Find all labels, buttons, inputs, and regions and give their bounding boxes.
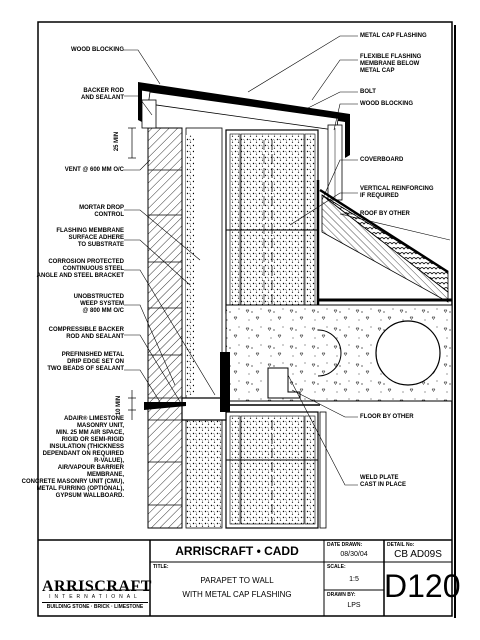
label-bolt: BOLT	[360, 89, 376, 95]
label-vertical-reinforcing: VERTICAL REINFORCING IF REQUIRED	[360, 186, 434, 199]
logo-sub: INTERNATIONAL	[49, 594, 141, 600]
label-coverboard: COVERBOARD	[360, 157, 404, 163]
logo-name: ARRISCRAFT	[42, 578, 152, 595]
label-floor: FLOOR BY OTHER	[360, 414, 414, 420]
drawn-by-value: LPS	[347, 602, 361, 609]
detail-no-label: DETAIL No:	[387, 542, 415, 548]
detail-code: D120	[384, 568, 461, 604]
label-drip-edge: PREFINISHED METAL DRIP EDGE SET ON TWO BEADS OF SEALANT	[47, 352, 124, 372]
detail-no-value: CB AD09S	[394, 549, 442, 560]
label-backer-rod: BACKER ROD AND SEALANT	[81, 88, 124, 101]
title-label: TITLE:	[153, 564, 169, 570]
label-wall-assembly: ADAIR® LIMESTONE MASONRY UNIT, MIN. 25 MM AIR SPACE, RIGID OR SEMI-RIGID INSULATION (THICKNESS DEPENDANT ON REQUIRED R-VALUE), AIR/VAPOUR BARRIER MEMBRANE, CONCRETE MASONRY UNIT (CMU), METAL FURRING (OPTIONAL), GYPSUM WALLBOARD.	[21, 416, 124, 499]
label-weld-plate: WELD PLATE CAST IN PLACE	[360, 475, 407, 488]
label-dim-10min: 10 MIN	[116, 395, 123, 416]
label-vent: VENT @ 600 MM O/C	[64, 167, 124, 173]
label-dim-25min: 25 MIN	[114, 131, 121, 152]
label-wood-blocking-left: WOOD BLOCKING	[71, 47, 124, 53]
label-roof: ROOF BY OTHER	[360, 211, 410, 217]
date-label: DATE DRAWN:	[327, 542, 363, 548]
label-weep: UNOBSTRUCTED WEEP SYSTEM @ 800 MM O/C	[73, 294, 124, 314]
company-cadd: ARRISCRAFT • CADD	[175, 544, 299, 558]
scale-label: SCALE:	[327, 564, 346, 570]
label-metal-cap: METAL CAP FLASHING	[360, 33, 427, 39]
label-corrosion: CORROSION PROTECTED CONTINUOUS STEEL ANGLE AND STEEL BRACKET	[36, 259, 124, 279]
scale-value: 1:5	[349, 576, 359, 583]
drawing-title-line2: WITH METAL CAP FLASHING	[182, 590, 292, 599]
label-wood-blocking-right: WOOD BLOCKING	[360, 101, 413, 107]
stone-veneer	[148, 128, 182, 528]
insulation-lower	[186, 420, 222, 528]
label-flexible-flashing: FLEXIBLE FLASHING MEMBRANE BELOW METAL CAP	[360, 54, 422, 74]
label-mortar-drop: MORTAR DROP CONTROL	[79, 205, 124, 218]
label-flashing-membrane: FLASHING MEMBRANE SURFACE ADHERE TO SUBSTRATE	[56, 228, 124, 248]
label-compressible: COMPRESSIBLE BACKER ROD AND SEALANT	[48, 327, 124, 340]
steel-angle	[182, 398, 226, 420]
drawing-title-line1: PARAPET TO WALL	[200, 576, 274, 585]
drawn-by-label: DRAWN BY:	[327, 592, 356, 598]
hollowcore-void	[376, 321, 440, 385]
date-value: 08/30/04	[340, 551, 368, 558]
logo-tagline: BUILDING STONE · BRICK · LIMESTONE	[42, 602, 148, 610]
